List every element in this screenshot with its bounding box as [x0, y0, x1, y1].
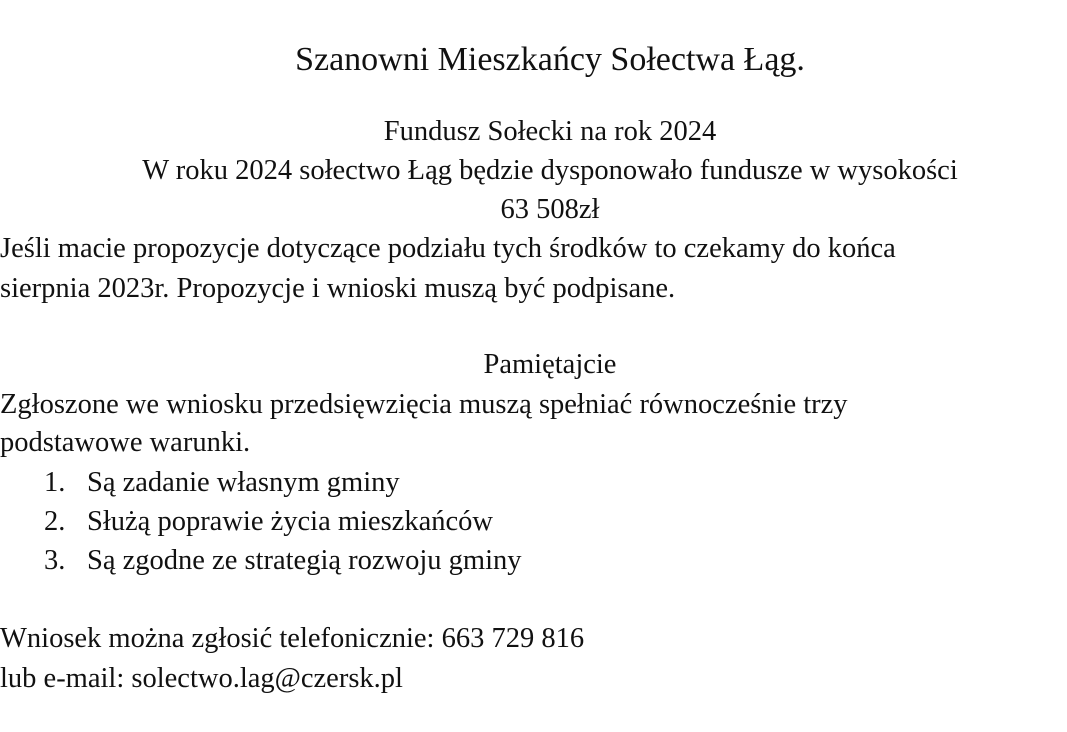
fund-heading: Fundusz Sołecki na rok 2024 [383, 116, 717, 147]
remember-heading: Pamiętajcie [483, 349, 617, 380]
proposal-line-1: Jeśli macie propozycje dotyczące podziału tych środków to czekamy do końca [0, 233, 896, 264]
contact-phone: Wniosek można zgłosić telefonicznie: 663 729 816 [0, 623, 585, 654]
condition-text: Są zadanie własnym gminy [87, 467, 400, 498]
conditions-line-2: podstawowe warunki. [0, 427, 251, 458]
condition-item [44, 469, 400, 498]
fund-line: W roku 2024 sołectwo Łąg będzie dysponowało fundusze w wysokości [142, 155, 958, 186]
proposal-line-2: sierpnia 2023r. Propozycje i wnioski muszą być podpisane. [0, 273, 676, 304]
contact-email: lub e-mail: solectwo.lag@czersk.pl [0, 663, 403, 694]
condition-number: 1. [44, 467, 66, 498]
condition-text: Służą poprawie życia mieszkańców [87, 506, 493, 537]
document-title: Szanowni Mieszkańcy Sołectwa Łąg. [295, 41, 805, 78]
condition-text: Są zgodne ze strategią rozwoju gminy [87, 545, 522, 576]
condition-item [44, 508, 493, 537]
conditions-line-1: Zgłoszone we wniosku przedsięwzięcia muszą spełniać równocześnie trzy [0, 389, 848, 420]
fund-amount: 63 508zł [500, 194, 600, 225]
condition-item [44, 547, 522, 576]
condition-number: 3. [44, 545, 66, 576]
condition-number: 2. [44, 506, 66, 537]
